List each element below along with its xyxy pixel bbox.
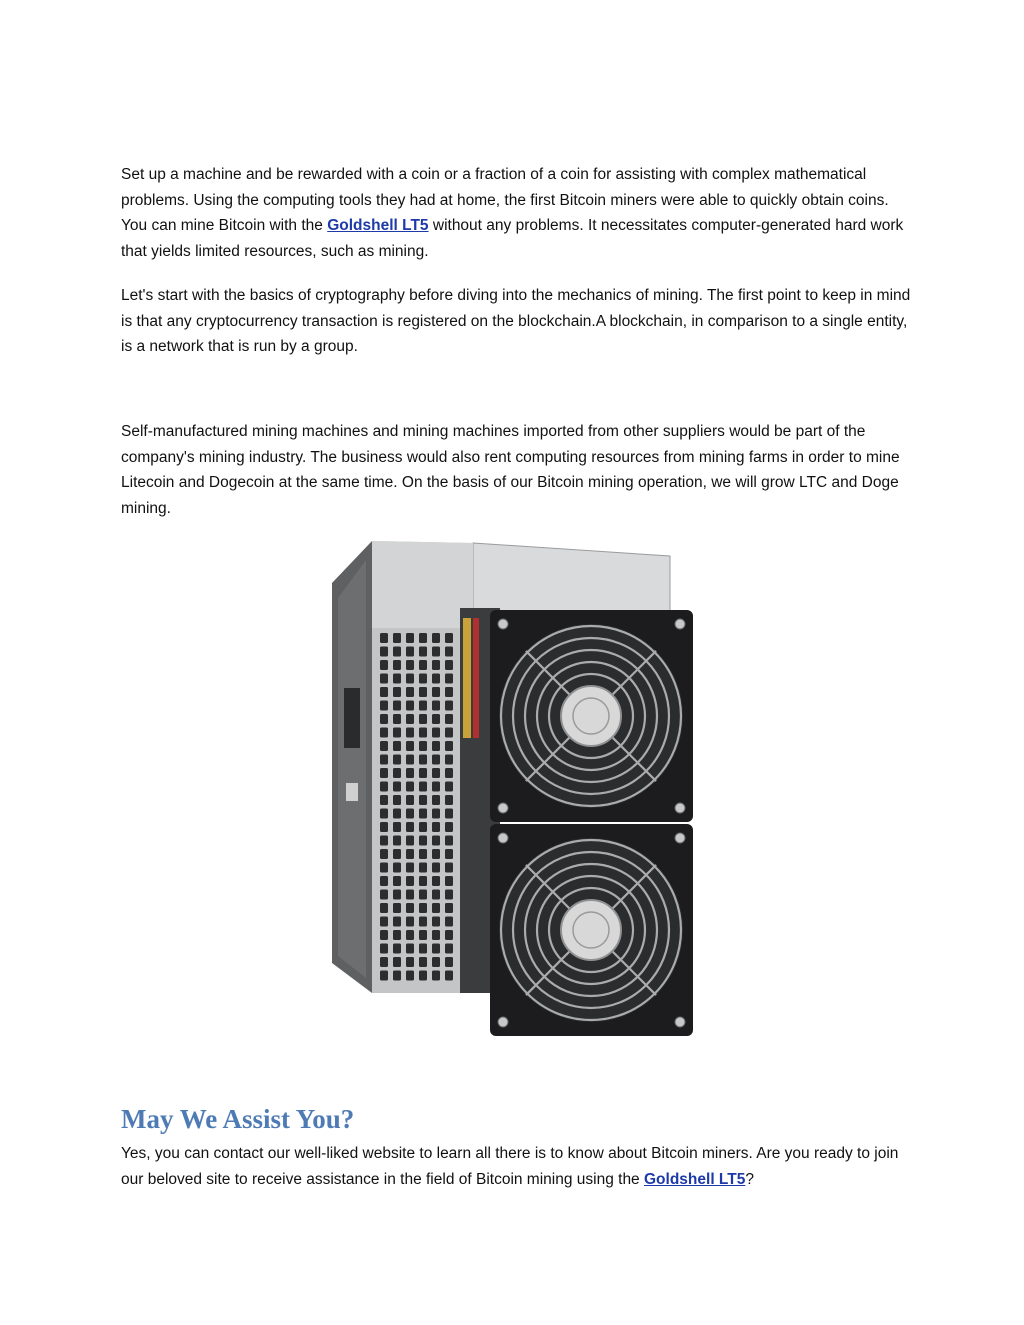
paragraph-mining-industry: Self-manufactured mining machines and mining machines imported from other suppliers would be part of the company's mining industry. The business would also rent computing resources from mining farms in order to mine Litecoin and Dogecoin at the same time. On the basis of our Bitcoin mining operation, we will grow LTC and Doge mining.: [121, 423, 900, 518]
paragraph-text: without any problems. It necessitates computer-generated hard work that yields limited resources, such as mining.: [121, 217, 904, 261]
paragraph-text: ?: [745, 1170, 754, 1188]
paragraph-intro: [121, 162, 911, 265]
paragraph-cryptography: Let's start with the basics of cryptography before diving into the mechanics of mining. The first point to keep in mind is that any cryptocurrency transaction is registered on the blockchain.A blockchain, in comparison to a single entity, is a network that is run by a group.: [121, 287, 911, 356]
asic-miner-icon: [330, 538, 695, 1046]
goldshell-lt5-link[interactable]: Goldshell LT5: [327, 217, 429, 235]
paragraph-text: Set up a machine and be rewarded with a coin or a fraction of a coin for assisting with complex mathematical problems. Using the computing tools they had at home, the first Bitcoin miners were able to quickly obtain coins. You can mine Bitcoin with the: [121, 166, 889, 235]
section-heading: May We Assist You?: [121, 1104, 355, 1134]
goldshell-lt5-link[interactable]: Goldshell LT5: [644, 1170, 746, 1188]
paragraph-assist: [121, 1141, 911, 1192]
paragraph-text: Yes, you can contact our well-liked website to learn all there is to know about Bitcoin miners. Are you ready to join our beloved site to receive assistance in the field of Bitcoin mining using the: [121, 1145, 899, 1188]
asic-miner-image: [330, 538, 695, 1046]
